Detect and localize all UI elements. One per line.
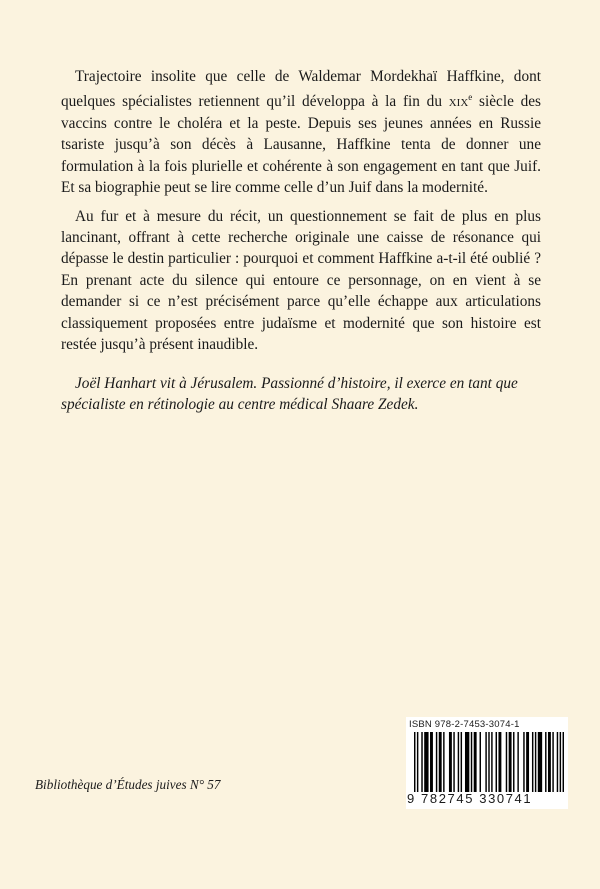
back-cover-summary	[61, 66, 541, 355]
isbn-label: ISBN 978-2-7453-3074-1	[409, 719, 520, 730]
series-label: Bibliothèque d’Études juives N° 57	[35, 777, 221, 792]
summary-paragraph-1	[61, 66, 541, 199]
summary-paragraph-2: Au fur et à mesure du récit, un questionnement se fait de plus en plus lancinant, offrant à cette recherche originale une caisse de résonance qui dépasse le destin particulier : pourquoi et comment Haffkine a-t-il été oublié ? En prenant acte du silence qui entoure ce personnage, on en vient à se demander si ce n’est précisément parce qu’elle échappe aux articulations classiquement proposées entre judaïsme et modernité que son histoire est restée jusqu’à présent inaudible.	[61, 207, 541, 353]
barcode	[406, 717, 568, 809]
barcode-digits: 9 782745 330741	[407, 791, 533, 806]
century-superscript: e	[468, 92, 473, 103]
author-bio: Joël Hanhart vit à Jérusalem. Passionné d’histoire, il exerce en tant que spécialiste en rétinologie au centre médical Shaare Zedek.	[61, 375, 518, 414]
summary-p1-end: siècle des vaccins contre le choléra et la peste. Depuis ses jeunes années en Russie tsariste jusqu’à son décès à Lausanne, Haffkine tenta de donner une formulation à la fois plurielle et cohérente à son engagement en tant que Juif. Et sa biographie peut se lire comme celle d’un Juif dans la modernité.	[61, 93, 541, 197]
century-numeral: xix	[448, 93, 469, 111]
barcode-bars	[414, 732, 564, 792]
summary-p1-start: Trajectoire insolite que celle de Waldemar Mordekhaï Haffkine, dont quelques spécialistes retiennent qu’il développa à la fin du	[61, 68, 541, 111]
